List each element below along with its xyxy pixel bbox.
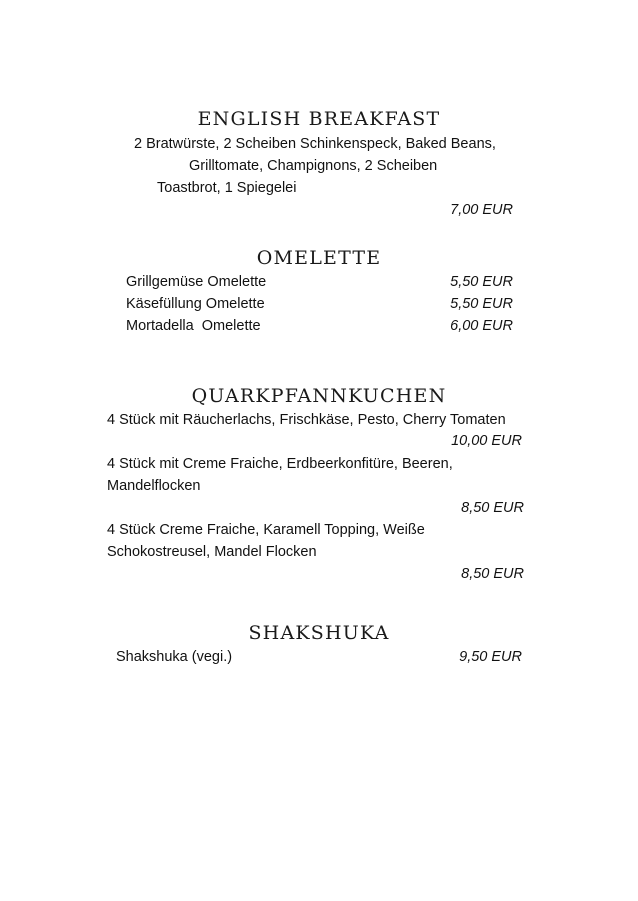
shakshuka-item-price: 9,50 EUR	[459, 649, 522, 665]
english-breakfast-description-line-3: Toastbrot, 1 Spiegelei	[157, 180, 297, 196]
quarkpfannkuchen-item-description: 4 Stück mit Räucherlachs, Frischkäse, Pesto, Cherry Tomaten	[107, 412, 506, 428]
quarkpfannkuchen-item-price: 8,50 EUR	[461, 566, 524, 582]
omelette-item-price: 5,50 EUR	[450, 296, 513, 312]
omelette-item-name: Käsefüllung Omelette	[126, 296, 265, 312]
section-title-english-breakfast: ENGLISH BREAKFAST	[197, 108, 441, 130]
quarkpfannkuchen-item-price: 10,00 EUR	[451, 433, 522, 449]
omelette-item-price: 5,50 EUR	[450, 274, 513, 290]
quarkpfannkuchen-item-description: 4 Stück mit Creme Fraiche, Erdbeerkonfitüre, Beeren,	[107, 456, 453, 472]
section-title-omelette: OMELETTE	[256, 247, 382, 269]
shakshuka-item-name: Shakshuka (vegi.)	[116, 649, 233, 665]
quarkpfannkuchen-item-description: 4 Stück Creme Fraiche, Karamell Topping, Weiße	[107, 522, 425, 538]
omelette-item-price: 6,00 EUR	[450, 318, 513, 334]
quarkpfannkuchen-item-description: Schokostreusel, Mandel Flocken	[107, 544, 317, 560]
english-breakfast-description-line-1: 2 Bratwürste, 2 Scheiben Schinkenspeck, Baked Beans,	[134, 136, 496, 152]
english-breakfast-price: 7,00 EUR	[450, 202, 513, 218]
english-breakfast-description-line-2: Grilltomate, Champignons, 2 Scheiben	[189, 158, 438, 174]
omelette-item-name: Mortadella Omelette	[126, 318, 261, 334]
quarkpfannkuchen-item-price: 8,50 EUR	[461, 500, 524, 516]
omelette-item-name: Grillgemüse Omelette	[126, 274, 267, 290]
quarkpfannkuchen-item-description: Mandelflocken	[107, 478, 201, 494]
section-title-quarkpfannkuchen: QUARKPFANNKUCHEN	[191, 385, 447, 407]
section-title-shakshuka: SHAKSHUKA	[248, 622, 390, 644]
